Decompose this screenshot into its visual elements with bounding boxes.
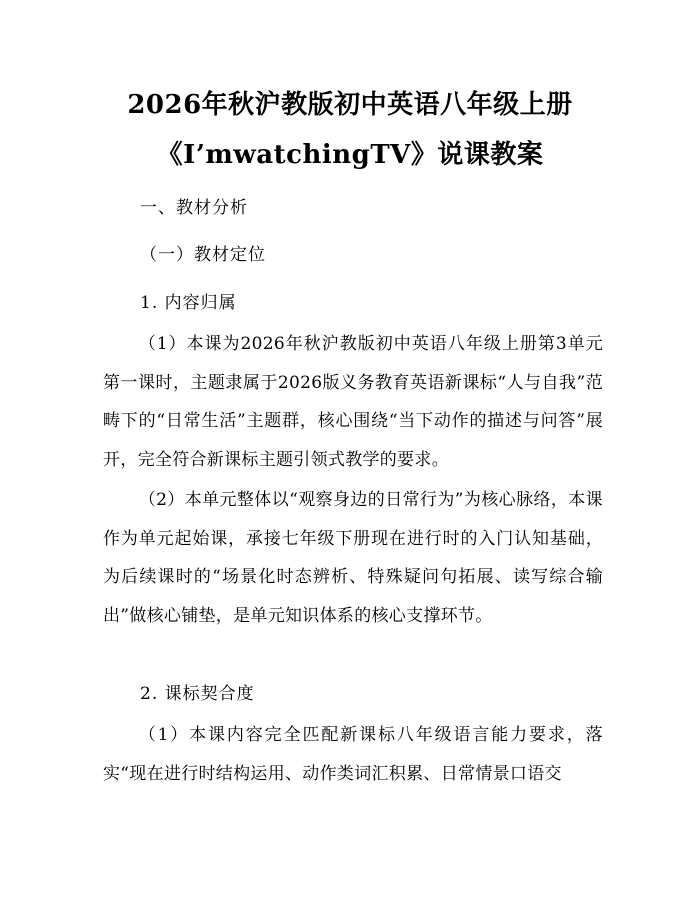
paragraph-content-attribution-2: （2）本单元整体以“观察身边的日常行为”为核心脉络，本课作为单元起始课，承接七年级下册现在进行时的入门认知基础，为后续课时的“场景化时态辨析、特殊疑问句拓展、读写综合输出”做核心铺垫，是单元知识体系的核心支撑环节。 xyxy=(103,490,603,626)
document-title-line-1: 2026年秋沪教版初中英语八年级上册 xyxy=(127,90,573,120)
subsection-heading-textbook-positioning: （一）教材定位 xyxy=(140,245,266,265)
item-heading-curriculum-alignment: 2. 课标契合度 xyxy=(140,684,255,704)
item-heading-content-attribution: 1. 内容归属 xyxy=(140,293,237,313)
paragraph-curriculum-alignment-1: （1）本课内容完全匹配新课标八年级语言能力要求，落实“现在进行时结构运用、动作类词汇积累、日常情景口语交 xyxy=(103,725,603,784)
paragraph-content-attribution-1: （1）本课为2026年秋沪教版初中英语八年级上册第3单元第一课时，主题隶属于2026版义务教育英语新课标“人与自我”范畴下的“日常生活”主题群，核心围绕“当下动作的描述与问答”展开，完全符合新课标主题引领式教学的要求。 xyxy=(103,334,603,470)
document-title-line-2: 《I’mwatchingTV》说课教案 xyxy=(156,140,544,170)
section-heading-textbook-analysis: 一、教材分析 xyxy=(140,198,248,218)
